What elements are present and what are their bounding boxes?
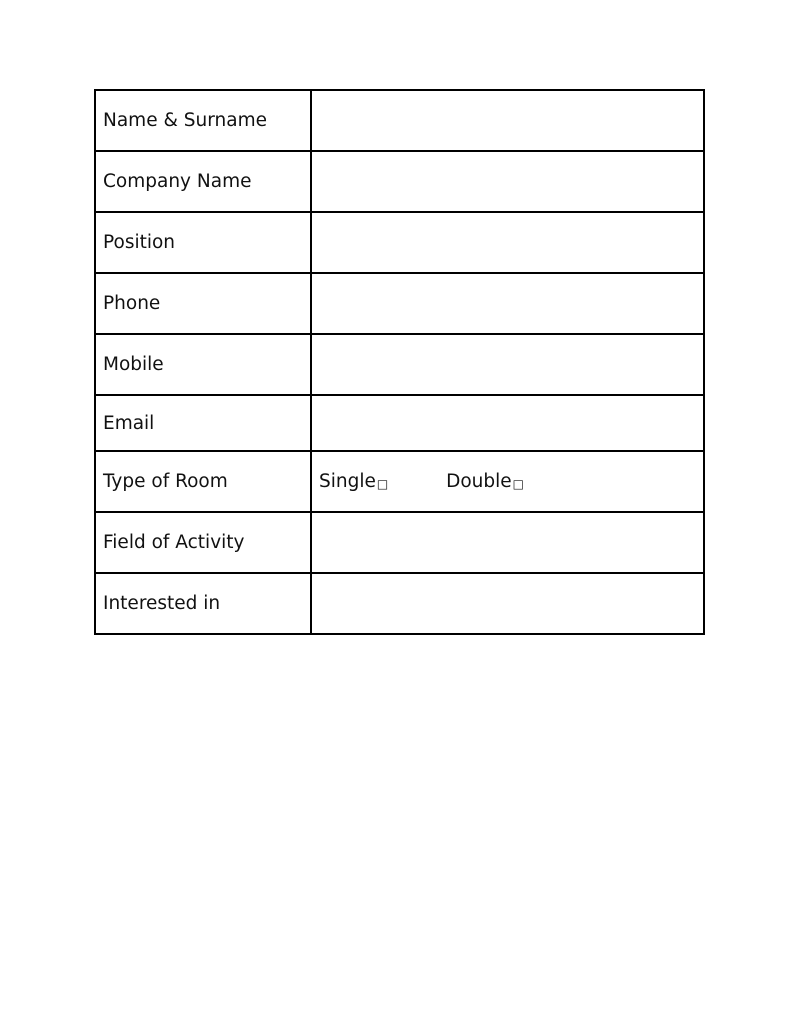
form-row-email: [95, 395, 704, 451]
mobile-label: Mobile: [95, 334, 311, 395]
company-name-label: Company Name: [95, 151, 311, 212]
room-option-double[interactable]: [446, 471, 524, 492]
type-of-room-label: Type of Room: [95, 451, 311, 512]
single-checkbox[interactable]: □: [376, 477, 389, 491]
field-of-activity-field[interactable]: [311, 512, 704, 573]
form-row-phone: [95, 273, 704, 334]
interested-in-field[interactable]: [311, 573, 704, 634]
phone-label: Phone: [95, 273, 311, 334]
field-of-activity-label: Field of Activity: [95, 512, 311, 573]
position-field[interactable]: [311, 212, 704, 273]
room-option-double-label: Double: [446, 471, 512, 492]
room-option-single[interactable]: [319, 471, 388, 492]
form-row-position: [95, 212, 704, 273]
mobile-field[interactable]: [311, 334, 704, 395]
name-surname-field[interactable]: [311, 90, 704, 151]
double-checkbox[interactable]: □: [512, 477, 525, 491]
form-row-interested-in: [95, 573, 704, 634]
form-row-mobile: [95, 334, 704, 395]
position-label: Position: [95, 212, 311, 273]
name-surname-label: Name & Surname: [95, 90, 311, 151]
registration-form-table: [94, 89, 705, 635]
interested-in-label: Interested in: [95, 573, 311, 634]
form-row-type-of-room: [95, 451, 704, 512]
company-name-field[interactable]: [311, 151, 704, 212]
email-label: Email: [95, 395, 311, 451]
form-row-field-of-activity: [95, 512, 704, 573]
phone-field[interactable]: [311, 273, 704, 334]
form-row-name-surname: [95, 90, 704, 151]
room-option-single-label: Single: [319, 471, 376, 492]
form-row-company-name: [95, 151, 704, 212]
type-of-room-options: [311, 451, 704, 512]
email-field[interactable]: [311, 395, 704, 451]
